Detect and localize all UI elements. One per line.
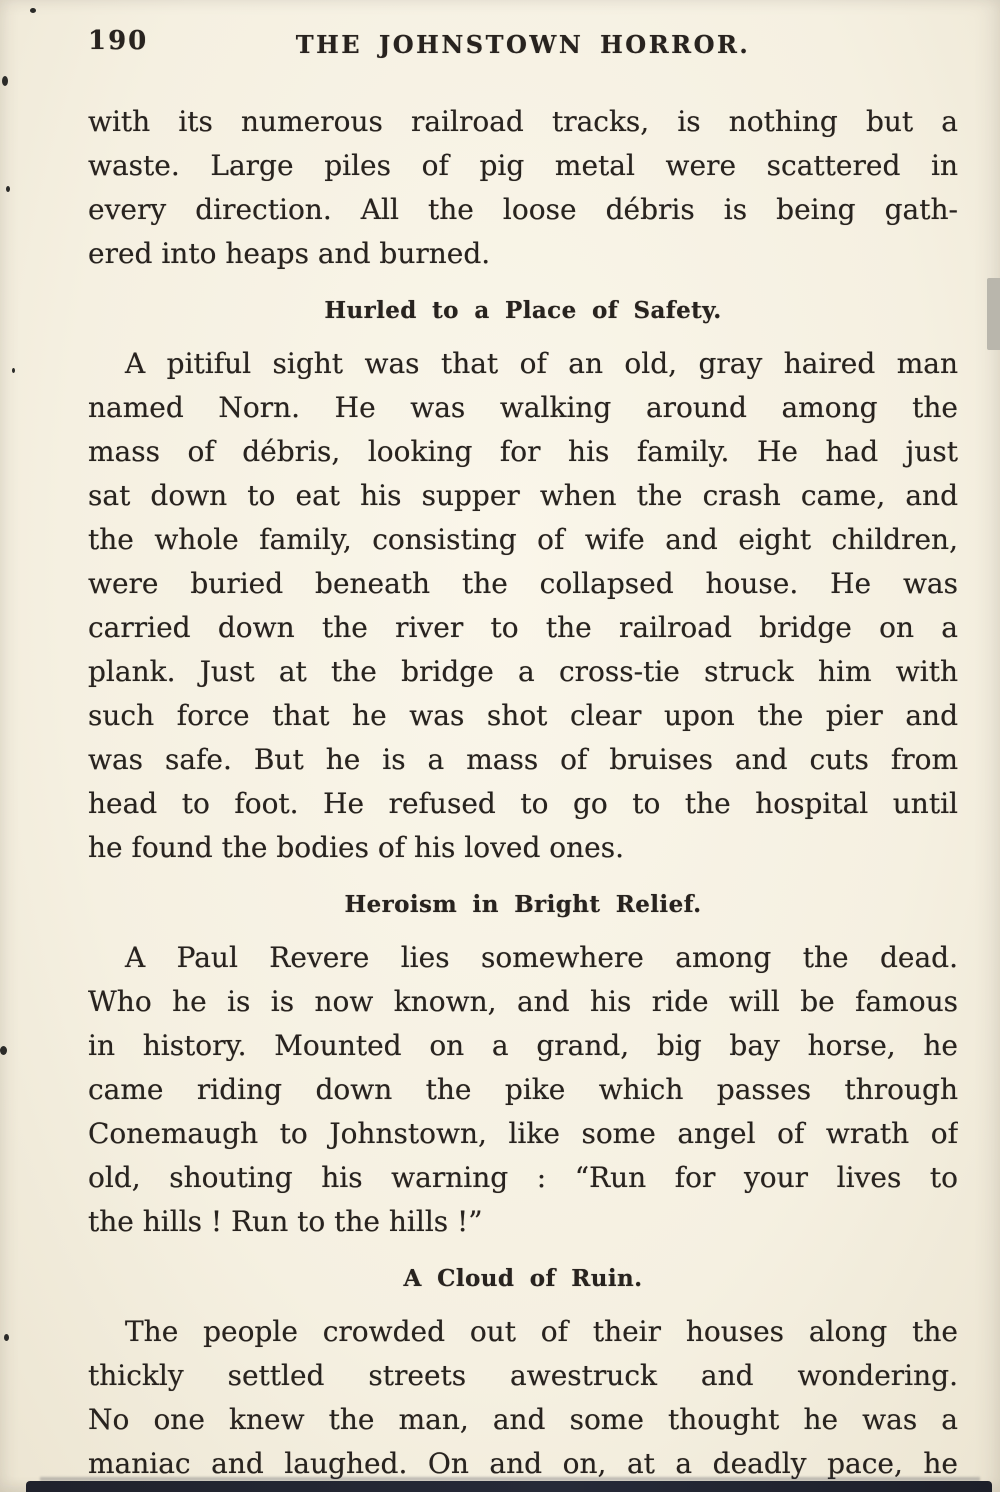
page-number: 190 <box>88 26 149 56</box>
text-line: The people crowded out of their houses along the <box>125 1315 958 1348</box>
text-line: with its numerous railroad tracks, is nothing but a <box>88 105 958 138</box>
text-line: plank. Just at the bridge a cross-tie struck him with <box>88 655 958 688</box>
text-line: named Norn. He was walking around among the <box>88 391 958 424</box>
text-line: the hills ! Run to the hills !” <box>88 1205 483 1238</box>
paragraph <box>88 342 958 870</box>
page-header <box>0 0 1000 62</box>
text-line: in history. Mounted on a grand, big bay horse, he <box>88 1029 958 1062</box>
text-line: was safe. But he is a mass of bruises and cuts from <box>88 743 958 776</box>
text-line: Conemaugh to Johnstown, like some angel of wrath of <box>88 1117 958 1150</box>
text-line: No one knew the man, and some thought he was a <box>88 1403 958 1436</box>
paragraph <box>88 100 958 276</box>
running-title: THE JOHNSTOWN HORROR. <box>295 30 751 59</box>
text-line: Who he is is now known, and his ride will be famous <box>88 985 958 1018</box>
text-line: thickly settled streets awestruck and wondering. <box>88 1359 958 1392</box>
section-heading: Heroism in Bright Relief. <box>344 891 702 918</box>
page-content <box>0 100 1000 1486</box>
text-line: old, shouting his warning : “Run for your lives to <box>88 1161 958 1194</box>
section-heading: Hurled to a Place of Safety. <box>324 297 722 324</box>
text-line: came riding down the pike which passes through <box>88 1073 958 1106</box>
text-line: mass of débris, looking for his family. He had just <box>88 435 958 468</box>
paragraph <box>88 936 958 1244</box>
text-line: head to foot. He refused to go to the hospital until <box>88 787 958 820</box>
scan-artifact-speck <box>2 76 8 86</box>
text-line: were buried beneath the collapsed house. He was <box>88 567 958 600</box>
text-line: he found the bodies of his loved ones. <box>88 831 625 864</box>
text-line: waste. Large piles of pig metal were scattered in <box>88 149 958 182</box>
text-line: A Paul Revere lies somewhere among the dead. <box>125 941 958 974</box>
text-line: carried down the river to the railroad bridge on a <box>88 611 958 644</box>
text-line: A pitiful sight was that of an old, gray haired man <box>125 347 958 380</box>
text-line: every direction. All the loose débris is being gath- <box>88 193 958 226</box>
section-heading: A Cloud of Ruin. <box>403 1265 643 1292</box>
text-line: sat down to eat his supper when the crash came, and <box>88 479 958 512</box>
text-line: maniac and laughed. On and on, at a deadly pace, he <box>88 1447 958 1480</box>
text-line: the whole family, consisting of wife and eight children, <box>88 523 958 556</box>
paragraph <box>88 1310 958 1486</box>
text-line: ered into heaps and burned. <box>88 237 491 270</box>
text-line: such force that he was shot clear upon the pier and <box>88 699 958 732</box>
